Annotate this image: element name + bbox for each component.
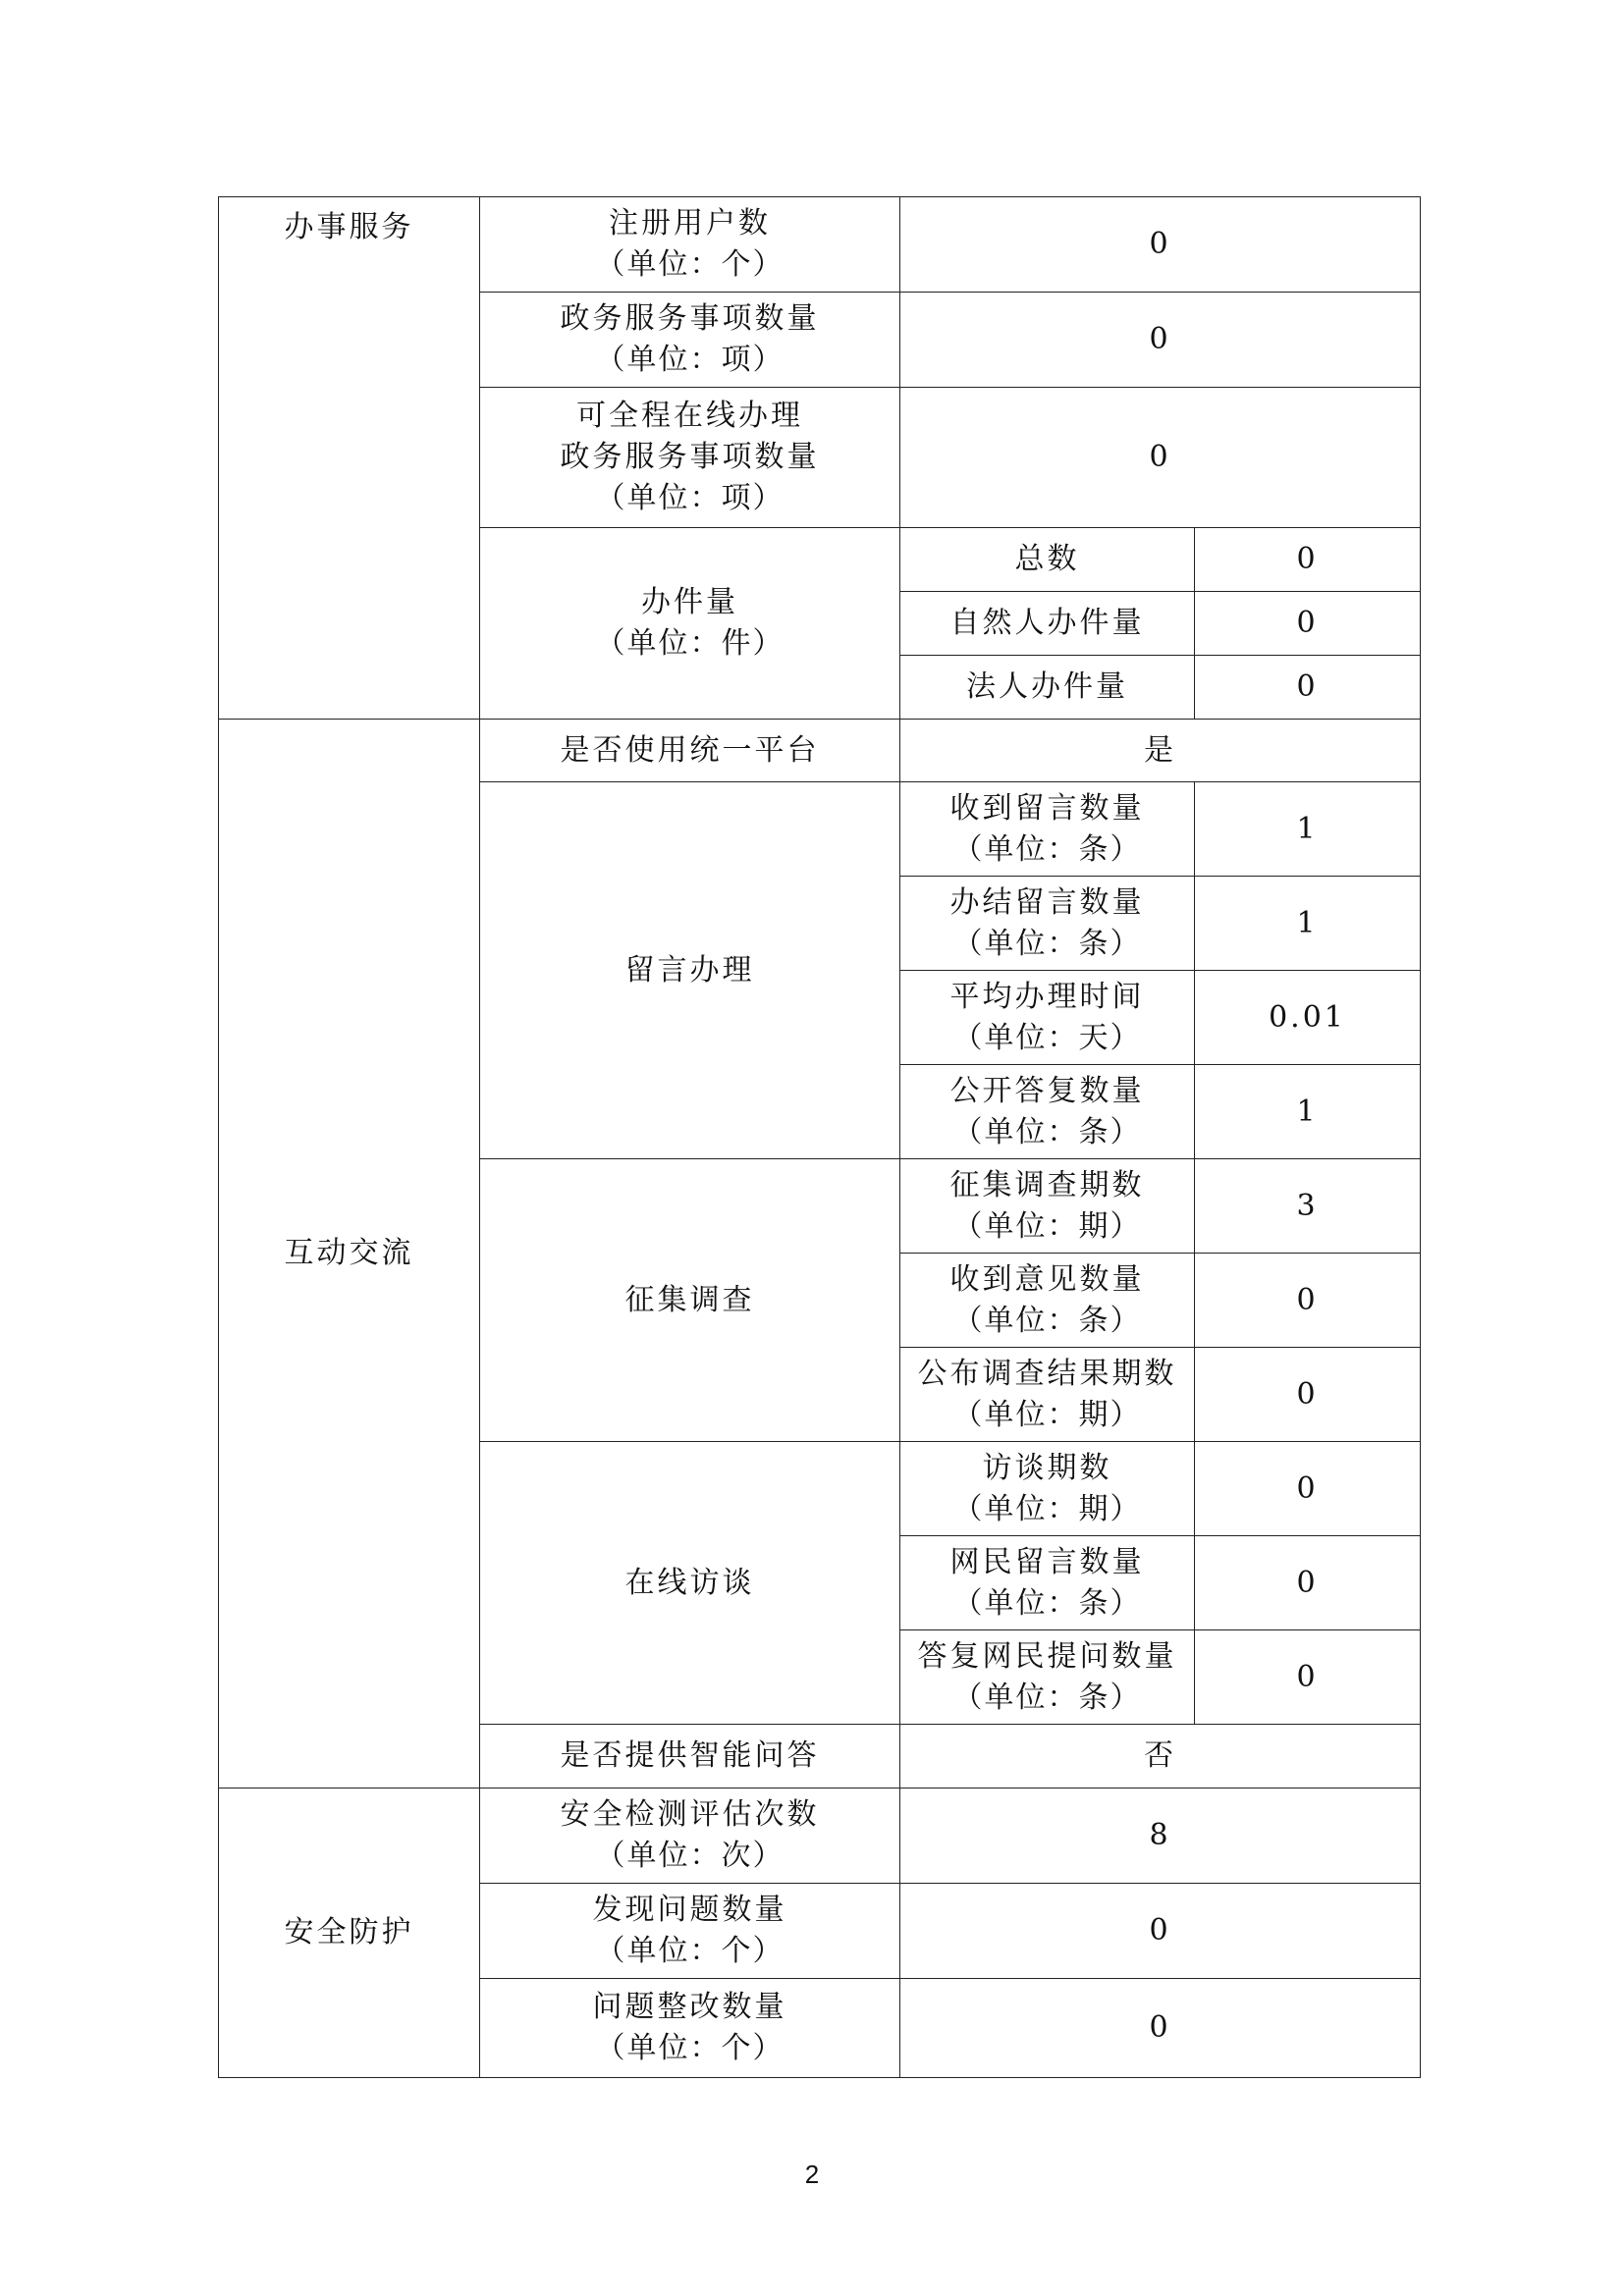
value-issues-fixed: 0	[900, 1979, 1421, 2078]
item-registered-users: 注册用户数 （单位：个）	[480, 197, 900, 293]
value-assessments: 8	[900, 1789, 1421, 1884]
subitem-netizen-messages: 网民留言数量 （单位：条）	[900, 1536, 1195, 1630]
item-survey: 征集调查	[480, 1159, 900, 1442]
table-row	[219, 720, 1421, 782]
value-interview-periods: 0	[1195, 1442, 1421, 1536]
value-messages-received: 1	[1195, 782, 1421, 877]
value-issues-found: 0	[900, 1884, 1421, 1979]
table-row	[219, 1789, 1421, 1884]
value-online-items: 0	[900, 388, 1421, 528]
item-messages: 留言办理	[480, 782, 900, 1159]
value-survey-opinions: 0	[1195, 1254, 1421, 1348]
category-service: 办事服务	[219, 197, 480, 720]
subitem-survey-results: 公布调查结果期数 （单位：期）	[900, 1348, 1195, 1442]
item-interview: 在线访谈	[480, 1442, 900, 1725]
value-smart-qa: 否	[900, 1725, 1421, 1789]
value-answered: 0	[1195, 1630, 1421, 1725]
subitem-answered: 答复网民提问数量 （单位：条）	[900, 1630, 1195, 1725]
value-natural-person: 0	[1195, 592, 1421, 656]
page-number: 2	[804, 2160, 820, 2189]
value-survey-periods: 3	[1195, 1159, 1421, 1254]
item-issues-fixed: 问题整改数量 （单位：个）	[480, 1979, 900, 2078]
statistics-table	[218, 196, 1421, 2078]
subitem-cases-total: 总数	[900, 528, 1195, 592]
subitem-avg-time: 平均办理时间 （单位：天）	[900, 971, 1195, 1065]
value-legal-person: 0	[1195, 656, 1421, 720]
table-row	[219, 197, 1421, 293]
subitem-survey-opinions: 收到意见数量 （单位：条）	[900, 1254, 1195, 1348]
subitem-survey-periods: 征集调查期数 （单位：期）	[900, 1159, 1195, 1254]
subitem-messages-concluded: 办结留言数量 （单位：条）	[900, 877, 1195, 971]
value-public-replies: 1	[1195, 1065, 1421, 1159]
category-interaction: 互动交流	[219, 720, 480, 1789]
value-unified-platform: 是	[900, 720, 1421, 782]
subitem-interview-periods: 访谈期数 （单位：期）	[900, 1442, 1195, 1536]
item-assessments: 安全检测评估次数 （单位：次）	[480, 1789, 900, 1884]
value-messages-concluded: 1	[1195, 877, 1421, 971]
value-cases-total: 0	[1195, 528, 1421, 592]
category-security: 安全防护	[219, 1789, 480, 2078]
value-service-items: 0	[900, 293, 1421, 388]
value-avg-time: 0.01	[1195, 971, 1421, 1065]
item-unified-platform: 是否使用统一平台	[480, 720, 900, 782]
item-issues-found: 发现问题数量 （单位：个）	[480, 1884, 900, 1979]
subitem-legal-person: 法人办件量	[900, 656, 1195, 720]
subitem-natural-person: 自然人办件量	[900, 592, 1195, 656]
value-registered-users: 0	[900, 197, 1421, 293]
subitem-messages-received: 收到留言数量 （单位：条）	[900, 782, 1195, 877]
subitem-public-replies: 公开答复数量 （单位：条）	[900, 1065, 1195, 1159]
value-netizen-messages: 0	[1195, 1536, 1421, 1630]
item-online-items: 可全程在线办理 政务服务事项数量 （单位：项）	[480, 388, 900, 528]
value-survey-results: 0	[1195, 1348, 1421, 1442]
item-smart-qa: 是否提供智能问答	[480, 1725, 900, 1789]
item-cases: 办件量 （单位：件）	[480, 528, 900, 720]
item-service-items: 政务服务事项数量 （单位：项）	[480, 293, 900, 388]
